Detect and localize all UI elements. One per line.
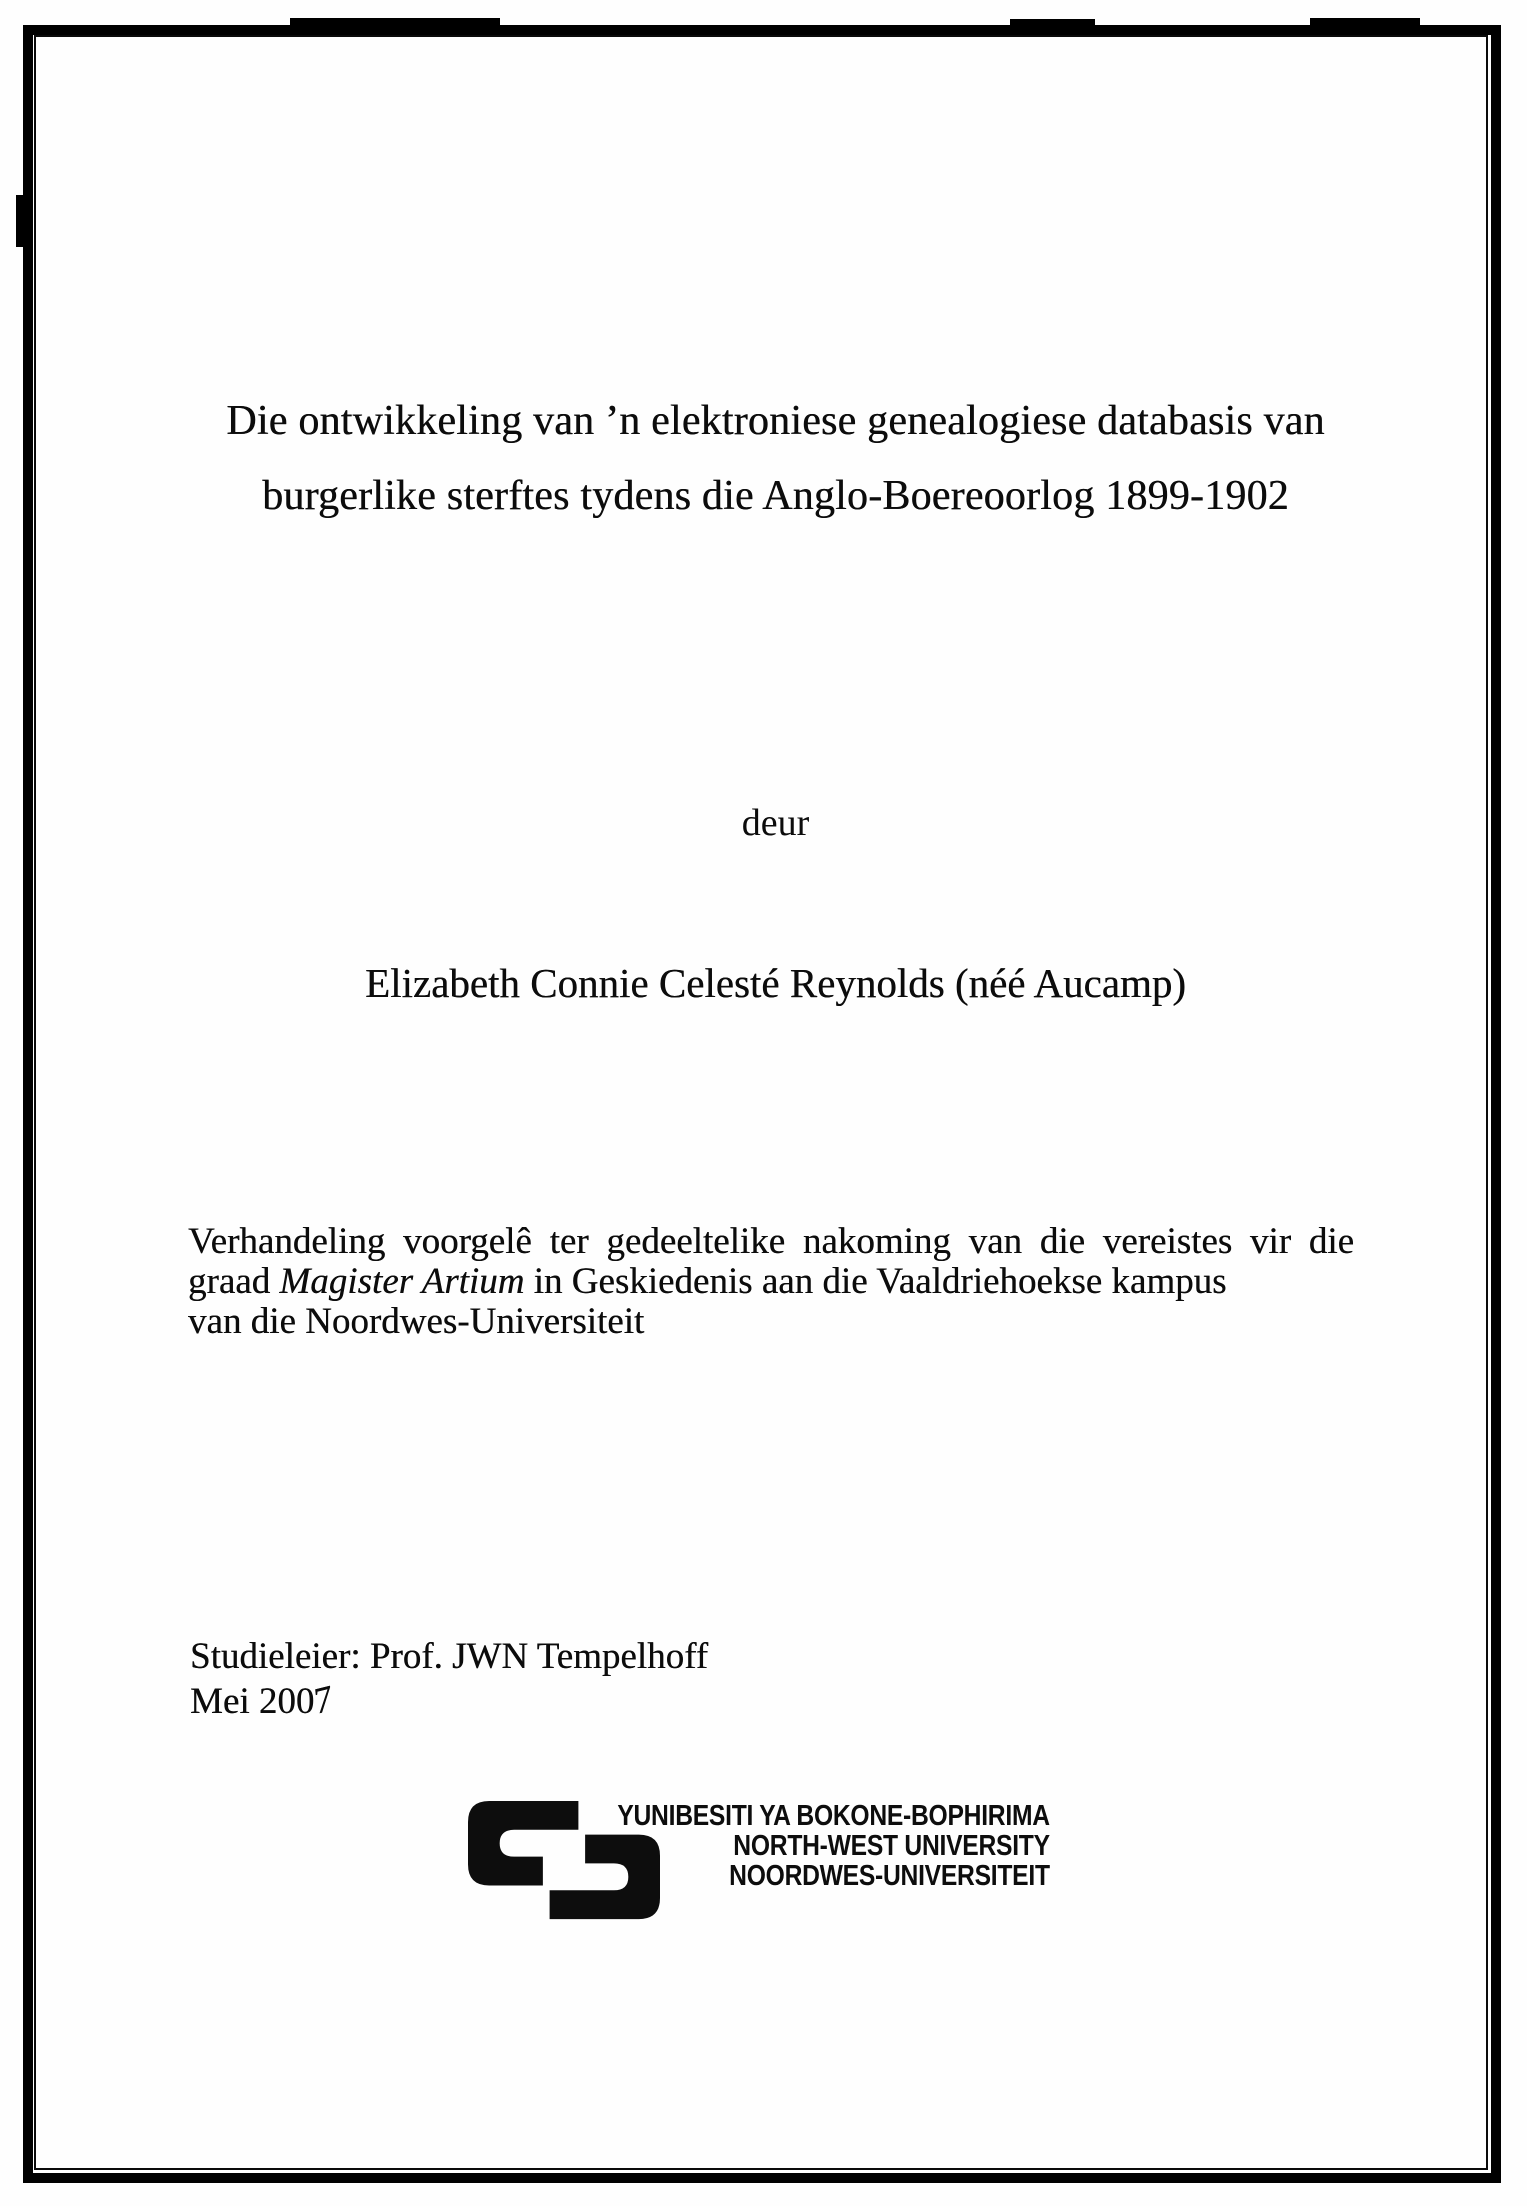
supervisor-block	[190, 1634, 708, 1724]
date-prefix: Mei 200	[190, 1681, 315, 1722]
scan-artifact	[16, 195, 25, 247]
nwu-logo-line1: YUNIBESITI YA BOKONE-BOPHIRIMA	[617, 1800, 1050, 1832]
nwu-logo-line3: NOORDWES-UNIVERSITEIT	[729, 1860, 1050, 1892]
degree-name-italic: Magister Artium	[279, 1261, 525, 1302]
degree-statement-line2-suffix: in Geskiedenis aan die Vaaldriehoekse kampus	[524, 1261, 1227, 1302]
thesis-title-line1: Die ontwikkeling van ’n elektroniese genealogiese databasis van	[226, 398, 1325, 444]
degree-statement-line2-prefix: graad	[188, 1261, 280, 1302]
thesis-title	[12, 384, 1527, 534]
nwu-logo-wordmark	[618, 1801, 1050, 1891]
degree-statement	[188, 1222, 1354, 1342]
date-last-digit: 7	[312, 1677, 335, 1724]
byline-label: deur	[741, 802, 810, 844]
nwu-logo-line2: NORTH-WEST UNIVERSITY	[733, 1830, 1050, 1862]
date-line	[190, 1679, 708, 1724]
scan-artifact	[1310, 18, 1420, 28]
degree-statement-line1: Verhandeling voorgelê ter gedeeltelike nakoming van die vereistes vir die	[188, 1221, 1354, 1262]
degree-statement-line2	[188, 1262, 1354, 1302]
author-name: Elizabeth Connie Celesté Reynolds (néé Aucamp)	[365, 960, 1186, 1006]
thesis-title-line2: burgerlike sterftes tydens die Anglo-Boereoorlog 1899-1902	[262, 473, 1289, 519]
degree-statement-line3: van die Noordwes-Universiteit	[188, 1301, 645, 1342]
scan-artifact	[290, 18, 500, 28]
scan-artifact	[1010, 19, 1095, 28]
supervisor-line: Studieleier: Prof. JWN Tempelhoff	[190, 1636, 709, 1677]
